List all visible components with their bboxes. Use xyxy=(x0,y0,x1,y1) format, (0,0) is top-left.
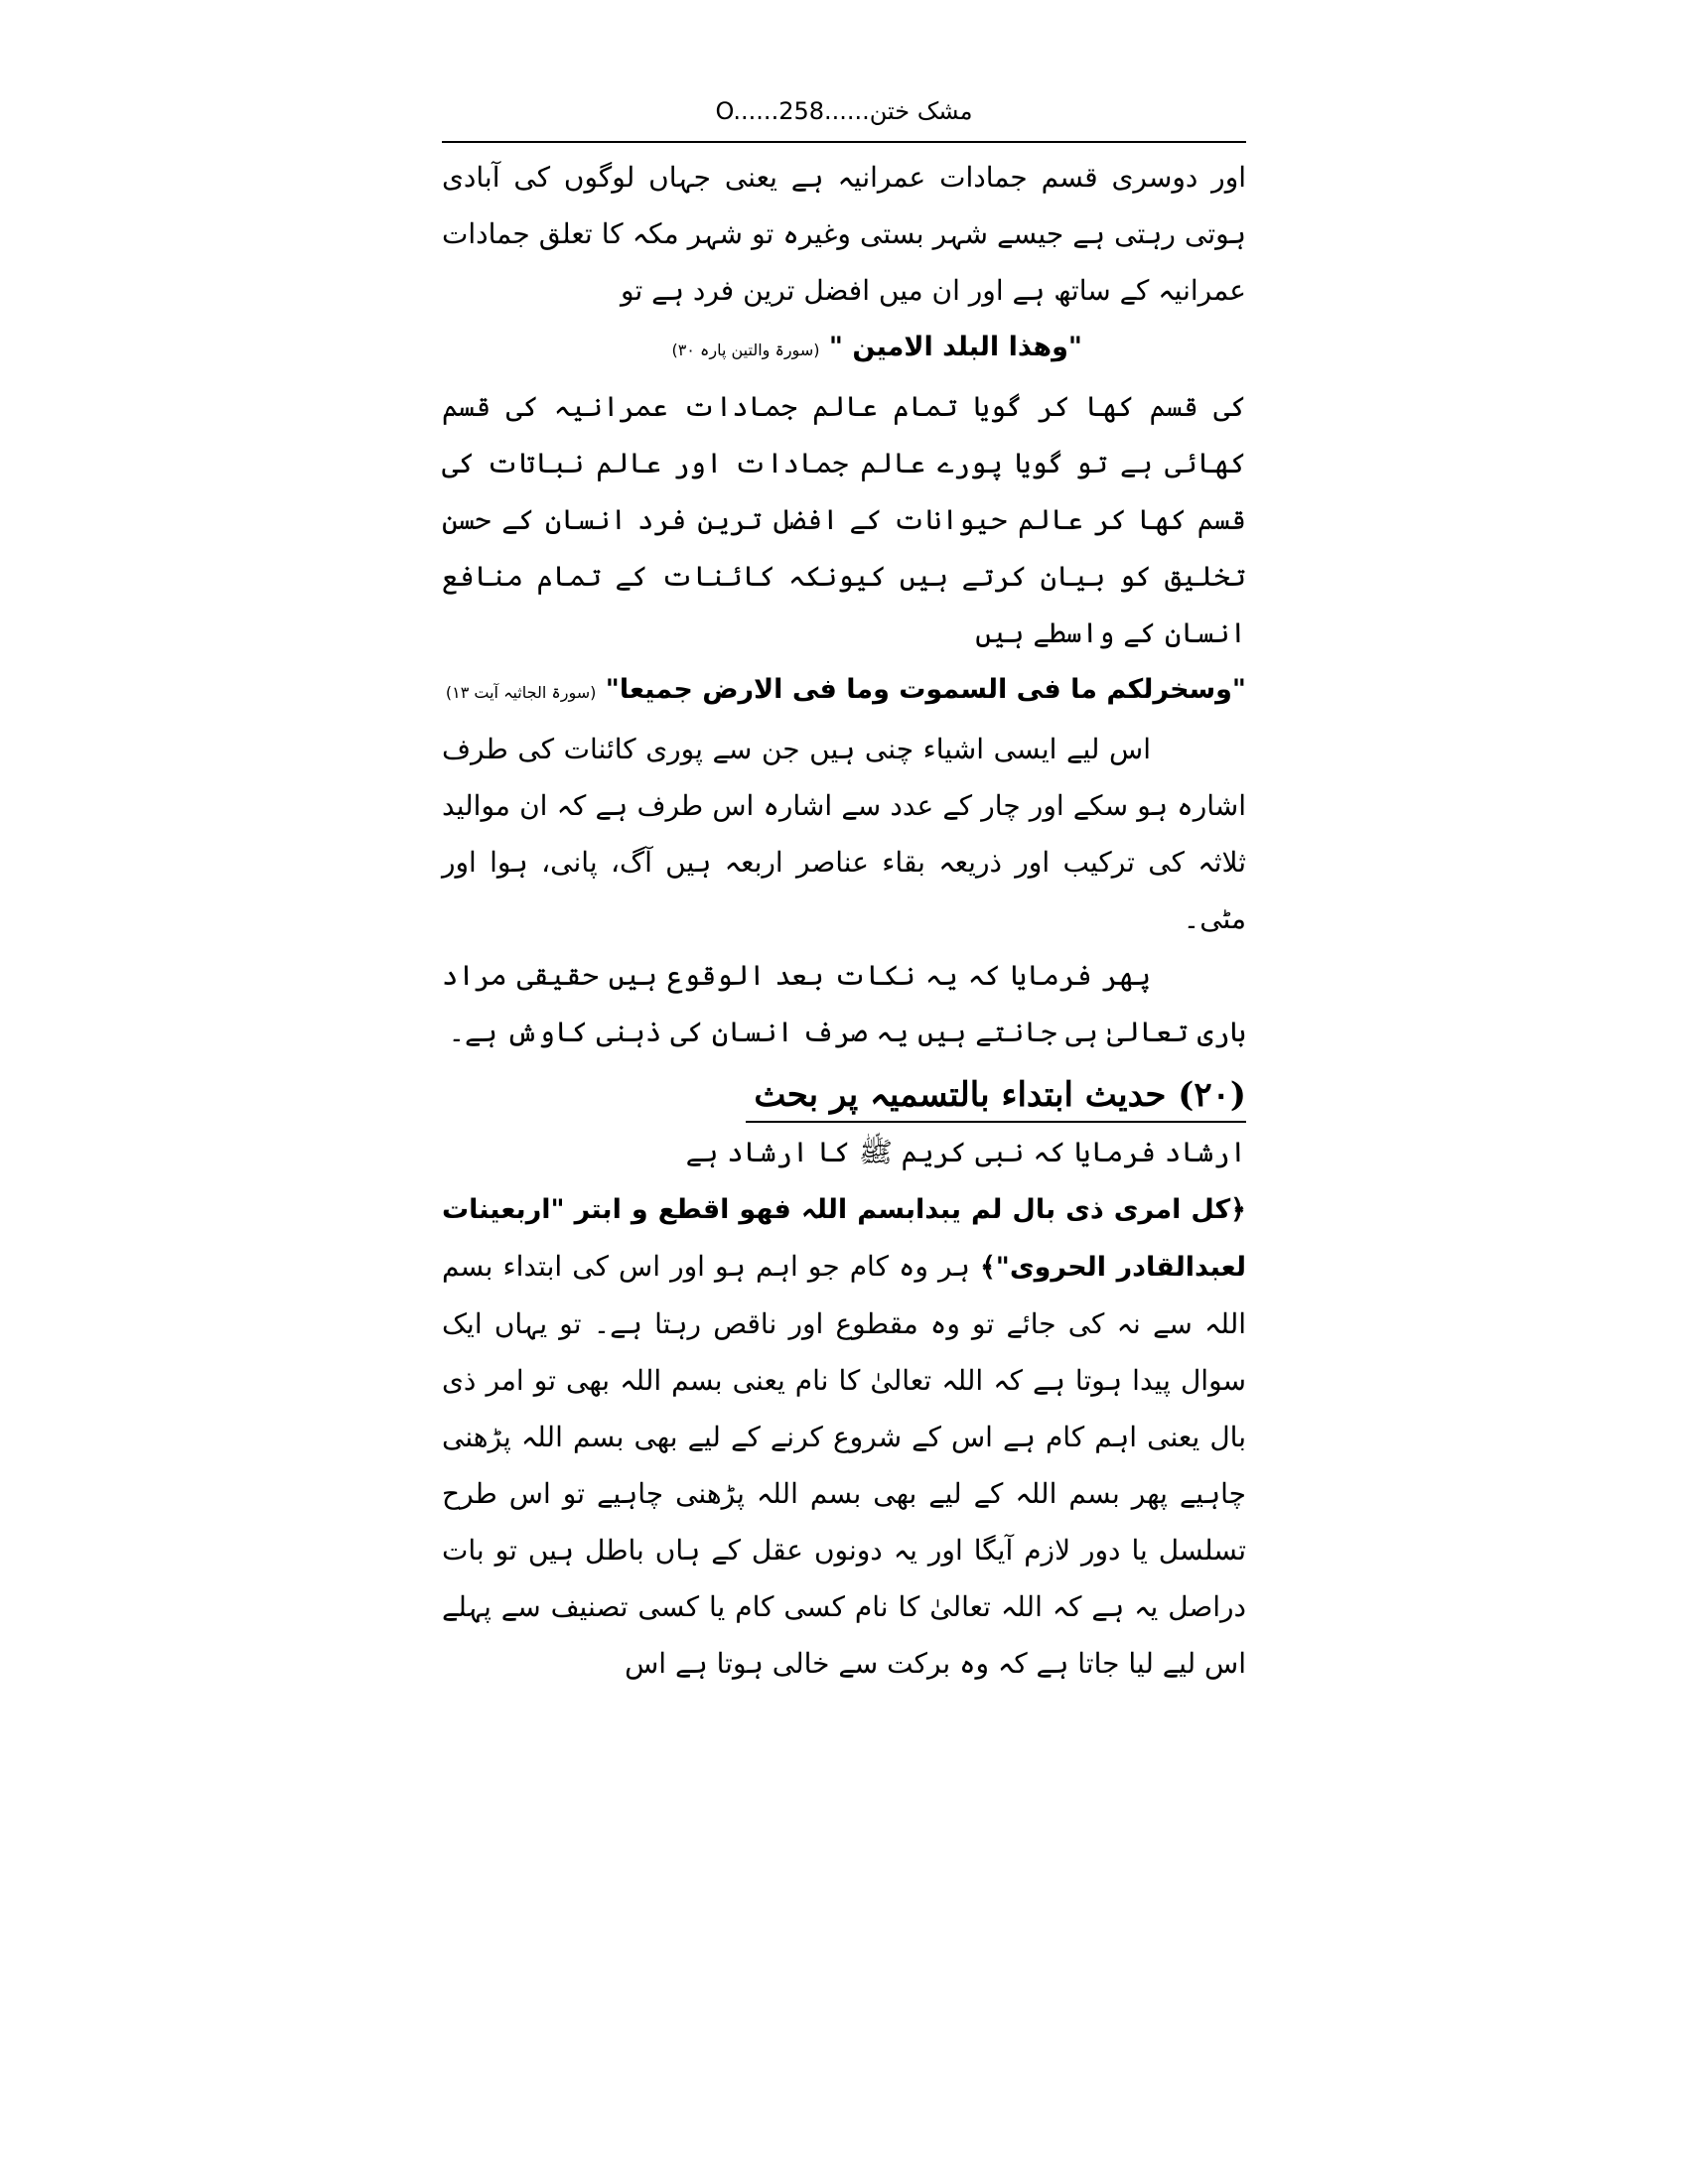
quran-verse-2 xyxy=(442,661,1246,721)
verse-1-reference: (سورۃ والتین پارہ ۳۰) xyxy=(671,341,820,359)
paragraph-1: اور دوسری قسم جمادات عمرانیہ ہے یعنی جہاں لوگوں کی آبادی ہوتی رہتی ہے جیسے شہر بستی وغیرہ تو شہر مکہ کا تعلق جمادات عمرانیہ کے ساتھ ہے اور ان میں افضل ترین فرد ہے تو xyxy=(442,161,1247,307)
page-body xyxy=(442,149,1246,1692)
paragraph-4: پھر فرمایا کہ یہ نکات بعد الوقوع ہیں حقیقی مراد باری تعالیٰ ہی جانتے ہیں یہ صرف انسان کی ذہنی کاوش ہے۔ xyxy=(442,959,1246,1048)
section-heading xyxy=(442,1066,1246,1124)
header-rule xyxy=(442,141,1246,143)
document-page xyxy=(442,89,1247,1680)
section-heading-text: (۲۰) حدیث ابتداء بالتسمیہ پر بحث xyxy=(746,1075,1246,1123)
quran-verse-1 xyxy=(442,319,1246,378)
paragraph-5: ارشاد فرمایا کہ نبی کریم ﷺ کا ارشاد ہے xyxy=(685,1136,1246,1168)
verse-2-reference: (سورۃ الجاثیہ آیت ۱۳) xyxy=(445,683,597,702)
hadith-explanation: ہر وہ کام جو اہم ہو اور اس کی ابتداء بسم اللہ سے نہ کی جائے تو وہ مقطوع اور ناقص رہتا ہے۔ تو یہاں ایک سوال پیدا ہوتا ہے کہ اللہ تعالیٰ کا نام یعنی بسم اللہ بھی تو امر ذی بال یعنی اہم کام ہے اس کے شروع کرنے کے لیے بھی بسم اللہ پڑھنی چاہیے پھر بسم اللہ کے لیے بھی بسم اللہ پڑھنی چاہیے تو اس طرح تسلسل یا دور لازم آیگا اور یہ دونوں عقل کے ہاں باطل ہیں تو بات دراصل یہ ہے کہ اللہ تعالیٰ کا نام کسی کام یا کسی تصنیف سے پہلے اس لیے لیا جاتا ہے کہ وہ برکت سے خالی ہوتا ہے اس xyxy=(442,1250,1246,1680)
verse-1-text: "وھذا البلد الامین " xyxy=(828,332,1082,362)
paragraph-2: کی قسم کھا کر گویا تمام عالم جمادات عمرانیہ کی قسم کھائی ہے تو گویا پورے عالم جمادات اور عالم نباتات کی قسم کھا کر عالم حیوانات کے افضل ترین فرد انسان کے حسن تخلیق کو بیان کرتے ہیں کیونکہ کائنات کے تمام منافع انسان کے واسطے ہیں xyxy=(442,390,1246,649)
paragraph-3: اس لیے ایسی اشیاء چنی ہیں جن سے پوری کائنات کی طرف اشارہ ہو سکے اور چار کے عدد سے اشارہ اس طرف ہے کہ ان موالید ثلاثہ کی ترکیب اور ذریعہ بقاء عناصر اربعہ ہیں آگ، پانی، ہوا اور مٹی۔ xyxy=(442,733,1246,935)
hadith-paragraph xyxy=(442,1180,1246,1692)
verse-2-text: "وسخرلکم ما فی السموت وما فی الارض جمیعا" xyxy=(605,674,1246,705)
hadith-text: ﴿کل امری ذی بال لم یبدابسم اللہ فھو اقطع و ابتر "اربعینات لعبدالقادر الحروی"﴾ xyxy=(442,1194,1246,1283)
page-header: مشک ختن......O......258 xyxy=(715,97,973,125)
